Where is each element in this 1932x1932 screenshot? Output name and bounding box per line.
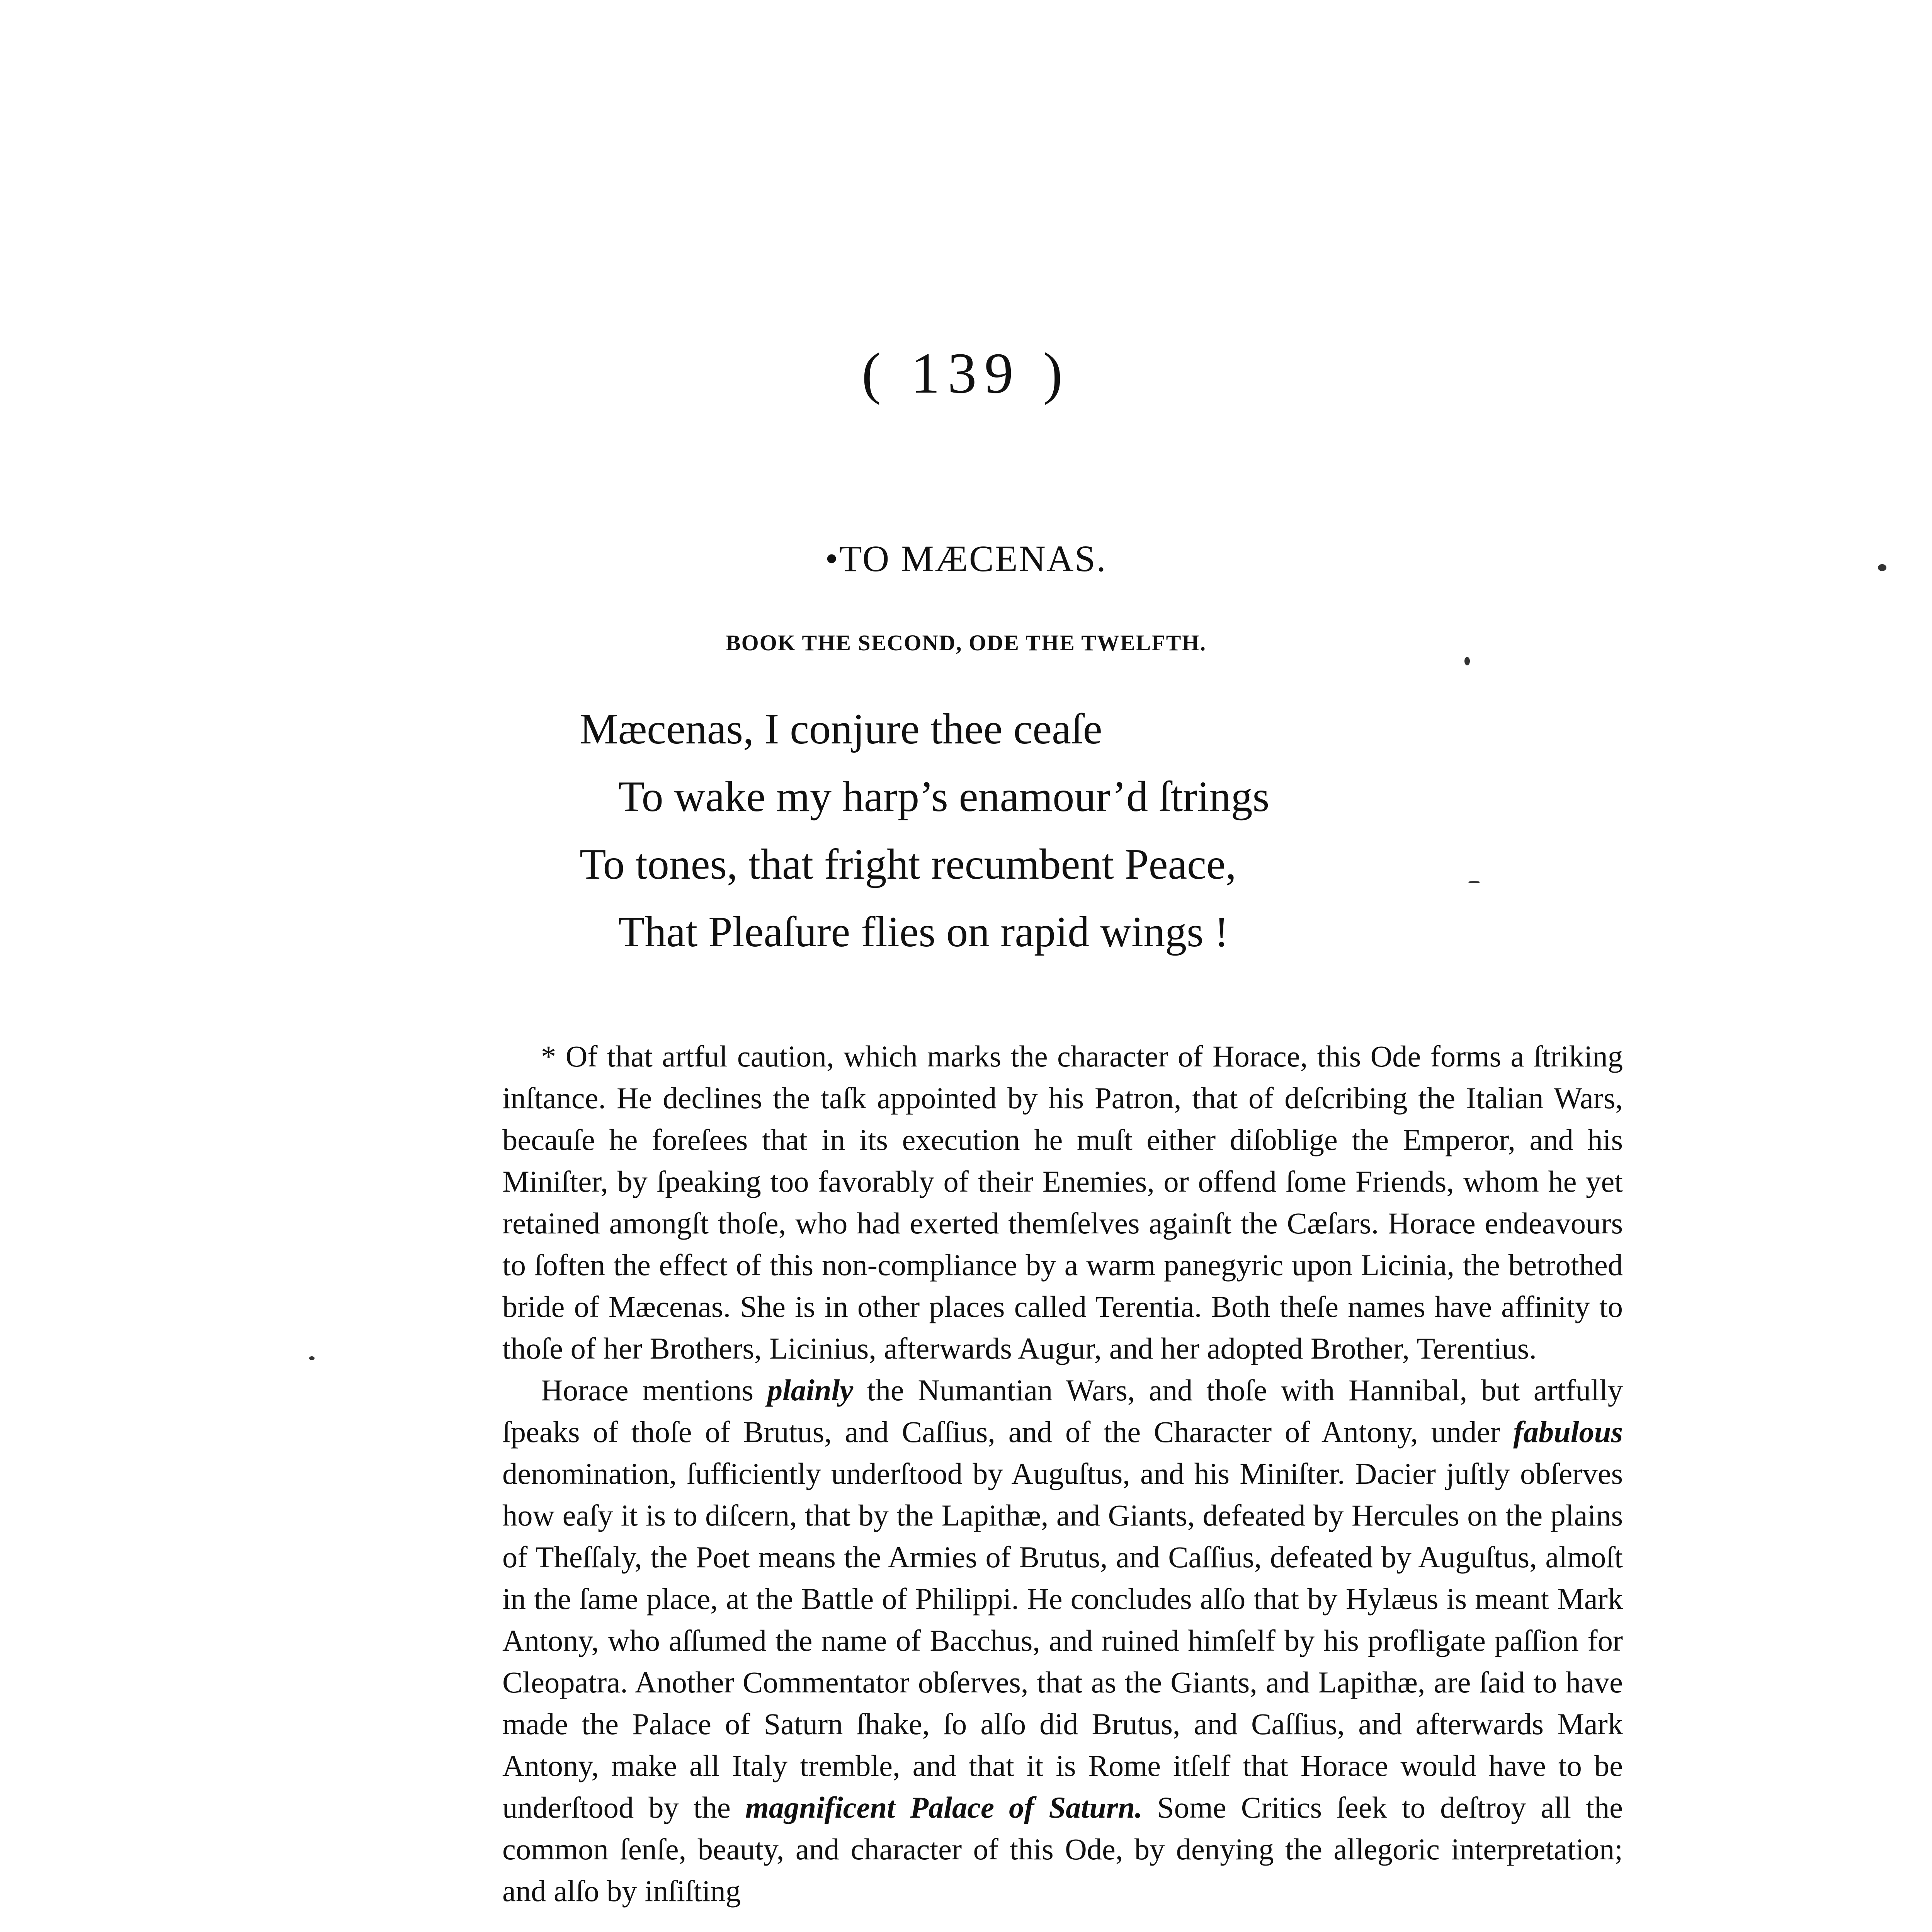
- footnote-text: Horace mentions: [541, 1373, 767, 1407]
- page-number: ( 139 ): [862, 341, 1070, 405]
- verse-line: To tones, that fright recumbent Peace,: [580, 840, 1236, 888]
- ode-subtitle: BOOK THE SECOND, ODE THE TWELFTH.: [725, 630, 1207, 655]
- verse-line: That Pleaſure flies on rapid wings !: [618, 908, 1229, 956]
- footnote-paragraph: [502, 1369, 1623, 1912]
- verse-line: Mæcenas, I conjure thee ceaſe: [580, 705, 1102, 753]
- footnote: [502, 1036, 1623, 1912]
- verse-stanza: [580, 696, 1507, 966]
- scan-speck: [1468, 881, 1480, 883]
- scan-speck: [1878, 564, 1886, 571]
- footnote-emphasis: fabulous: [1513, 1415, 1623, 1449]
- ode-title: •TO MÆCENAS.: [825, 538, 1107, 579]
- scan-speck: [1464, 657, 1470, 665]
- verse-line: To wake my harp’s enamour’d ſtrings: [618, 773, 1270, 821]
- footnote-text: denomination, ſufficiently underſtood by Auguſtus, and his Miniſter. Dacier juſtly obſerves how eaſy it is to diſcern, that by the Lapithæ, and Giants, defeated by Hercules on the plains of Theſſaly, the Poet means the Armies of Brutus, and Caſſius, defeated by Auguſtus, almoſt in the ſame place, at the Battle of Philippi. He concludes alſo that by Hylæus is meant Mark Antony, who aſſumed the name of Bacchus, and ruined himſelf by his profligate paſſion for Cleopatra. Another Commentator obſerves, that as the Giants, and Lapithæ, are ſaid to have made the Palace of Saturn ſhake, ſo alſo did Brutus, and Caſſius, and afterwards Mark Antony, make all Italy tremble, and that it is Rome itſelf that Horace would have to be underſtood by the: [502, 1457, 1623, 1824]
- scan-speck: [309, 1356, 315, 1360]
- footnote-emphasis: plainly: [767, 1373, 854, 1407]
- footnote-text: the Numantian Wars, and thoſe with Hannibal, but artfully ſpeaks of thoſe of Brutus, and Caſſius, and of the Character of Antony, under: [502, 1373, 1623, 1449]
- footnote-emphasis: magnificent Palace of Saturn.: [745, 1791, 1143, 1824]
- footnote-paragraph: * Of that artful caution, which marks the character of Horace, this Ode forms a ſtriking inſtance. He declines the taſk appointed by his Patron, that of deſcribing the Italian Wars, becauſe he foreſees that in its execution he muſt either diſoblige the Emperor, and his Miniſter, by ſpeaking too favorably of their Enemies, or offend ſome Friends, whom he yet retained amongſt thoſe, who had exerted themſelves againſt the Cæſars. Horace endeavours to ſoften the effect of this non-compliance by a warm panegyric upon Licinia, the betrothed bride of Mæcenas. She is in other places called Terentia. Both theſe names have affinity to thoſe of her Brothers, Licinius, afterwards Augur, and her adopted Brother, Terentius.: [502, 1039, 1623, 1365]
- footnote-text: Some Critics ſeek to deſtroy all the common ſenſe, beauty, and character of this Ode, by denying the allegoric interpretation; and alſo by inſiſting: [502, 1791, 1623, 1908]
